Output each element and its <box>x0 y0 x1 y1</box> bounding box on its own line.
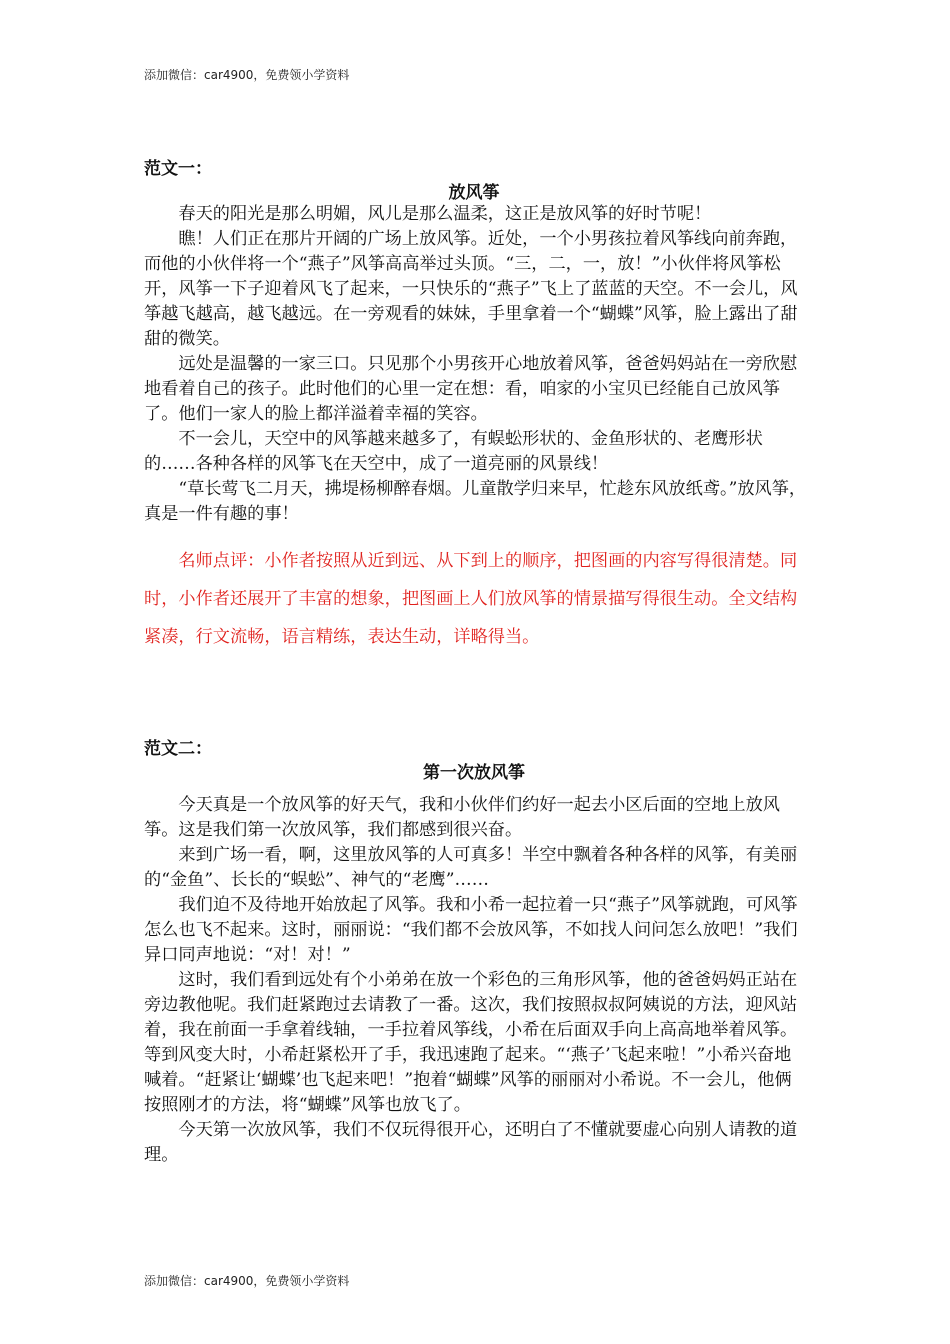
essay2-paragraph: 来到广场一看，啊，这里放风筝的人可真多！半空中飘着各种各样的风筝，有美丽的“金鱼”、长长的“蜈蚣”、神气的“老鹰”…… <box>144 845 798 890</box>
essay1-paragraph: 瞧！人们正在那片开阔的广场上放风筝。近处，一个小男孩拉着风筝线向前奔跑，而他的小伙伴将一个“燕子”风筝高高举过头顶。“三，二，一，放！”小伙伴将风筝松开，风筝一下子迎着风飞了起来，一只快乐的“燕子”飞上了蓝蓝的天空。不一会儿，风筝越飞越高，越飞越远。在一旁观看的妹妹，手里拿着一个“蝴蝶”风筝，脸上露出了甜甜的微笑。 <box>144 229 798 349</box>
essay1-paragraph: 不一会儿，天空中的风筝越来越多了，有蜈蚣形状的、金鱼形状的、老鹰形状的……各种各样的风筝飞在天空中，成了一道亮丽的风景线！ <box>144 429 763 474</box>
essay2-label: 范文二： <box>144 739 212 759</box>
essay1-paragraph: “草长莺飞二月天，拂堤杨柳醉春烟。儿童散学归来早，忙趁东风放纸鸢。”放风筝，真是一件有趣的事！ <box>144 479 807 524</box>
header-note: 添加微信：car4900，免费领小学资料 <box>144 68 350 82</box>
essay2-paragraph: 这时，我们看到远处有个小弟弟在放一个彩色的三角形风筝，他的爸爸妈妈正站在旁边教他呢。我们赶紧跑过去请教了一番。这次，我们按照叔叔阿姨说的方法，迎风站着，我在前面一手拿着线轴，一手拉着风筝线，小希在后面双手向上高高地举着风筝。等到风变大时，小希赶紧松开了手，我迅速跑了起来。“‘燕子’飞起来啦！”小希兴奋地喊着。“赶紧让‘蝴蝶’也飞起来吧！”抱着“蝴蝶”风筝的丽丽对小希说。不一会儿，他俩按照刚才的方法，将“蝴蝶”风筝也放飞了。 <box>144 970 798 1115</box>
footer-note: 添加微信：car4900，免费领小学资料 <box>144 1274 350 1288</box>
essay2-body <box>144 793 808 1168</box>
essay1-title: 放风筝 <box>448 183 500 203</box>
essay1-label: 范文一： <box>144 159 212 179</box>
essay1-paragraph: 春天的阳光是那么明媚，风儿是那么温柔，这正是放风筝的好时节呢！ <box>178 204 712 224</box>
essay1-paragraph: 远处是温馨的一家三口。只见那个小男孩开心地放着风筝，爸爸妈妈站在一旁欣慰地看着自己的孩子。此时他们的心里一定在想：看，咱家的小宝贝已经能自己放风筝了。他们一家人的脸上都洋溢着幸福的笑容。 <box>144 354 798 424</box>
essay2-title: 第一次放风筝 <box>423 763 525 783</box>
essay2-paragraph: 今天真是一个放风筝的好天气，我和小伙伴们约好一起去小区后面的空地上放风筝。这是我们第一次放风筝，我们都感到很兴奋。 <box>144 795 780 840</box>
teacher-comment-text: 名师点评：小作者按照从近到远、从下到上的顺序，把图画的内容写得很清楚。同时，小作者还展开了丰富的想象，把图画上人们放风筝的情景描写得很生动。全文结构紧凑，行文流畅，语言精练，表达生动，详略得当。 <box>144 551 798 647</box>
essay1-body <box>144 202 808 527</box>
essay2-paragraph: 今天第一次放风筝，我们不仅玩得很开心，还明白了不懂就要虚心向别人请教的道理。 <box>144 1120 798 1165</box>
teacher-comment <box>144 542 808 656</box>
essay2-paragraph: 我们迫不及待地开始放起了风筝。我和小希一起拉着一只“燕子”风筝就跑，可风筝怎么也飞不起来。这时，丽丽说：“我们都不会放风筝，不如找人问问怎么放吧！”我们异口同声地说：“对！对！” <box>144 895 798 965</box>
